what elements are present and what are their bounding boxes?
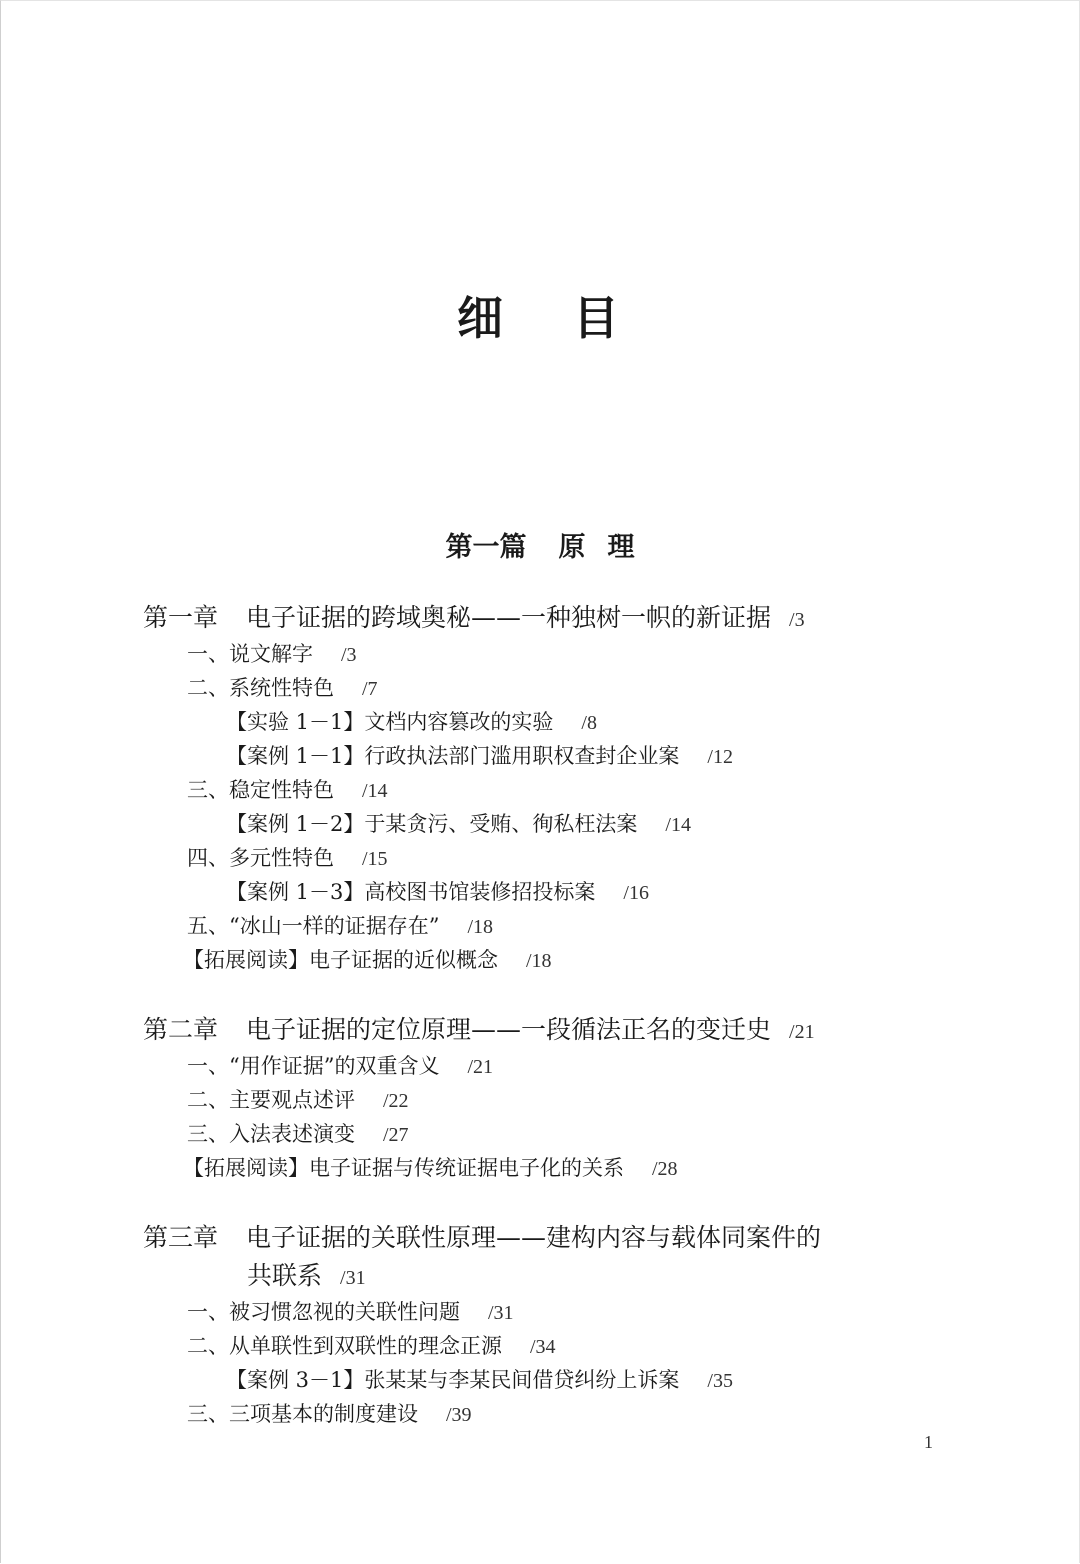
toc-entry[interactable]: 二、系统性特色 /7 [187,676,378,700]
chapter-page: /31 [340,1267,366,1289]
toc-entry[interactable]: 【拓展阅读】电子证据与传统证据电子化的关系 /28 [183,1156,678,1180]
toc-entry[interactable]: 三、三项基本的制度建设 /39 [187,1402,472,1426]
chapter-title: 电子证据的定位原理——一段循法正名的变迁史 [246,1015,772,1044]
chapter-page: /3 [789,609,805,631]
toc-entry[interactable]: 【案例 1－1】行政执法部门滥用职权查封企业案 /12 [226,744,733,768]
chapter-page: /21 [789,1021,815,1043]
chapter-title-cont: 共联系 [247,1261,323,1290]
toc-entry[interactable]: 三、入法表述演变 /27 [187,1122,409,1146]
toc-entry[interactable]: 二、从单联性到双联性的理念正源 /34 [187,1334,556,1358]
toc-entry[interactable]: 一、“用作证据”的双重含义 /21 [187,1054,494,1078]
chapter-title: 电子证据的跨域奥秘——一种独树一帜的新证据 [246,603,772,632]
toc-chapter-3[interactable]: 第三章 电子证据的关联性原理——建构内容与载体同案件的 [143,1223,822,1252]
part-title: 第一篇 原 理 [445,532,635,563]
toc-entry[interactable]: 【案例 1－2】于某贪污、受贿、徇私枉法案 /14 [226,812,691,836]
page-number: 1 [924,1432,933,1452]
toc-entry[interactable]: 五、“冰山一样的证据存在” /18 [187,914,494,938]
toc-entry[interactable]: 【拓展阅读】电子证据的近似概念 /18 [183,948,552,972]
toc-entry[interactable]: 三、稳定性特色 /14 [187,778,388,802]
toc-entry[interactable]: 【案例 1－3】高校图书馆装修招投标案 /16 [226,880,649,904]
page-title: 细 目 [457,291,623,345]
toc-chapter-3-continued[interactable] [247,1256,366,1292]
toc-chapter-2[interactable]: 第二章 电子证据的定位原理——一段循法正名的变迁史 /21 [143,1015,815,1044]
toc-entry[interactable]: 【实验 1－1】文档内容篡改的实验 /8 [226,710,597,734]
toc-entry[interactable]: 一、被习惯忽视的关联性问题 /31 [187,1300,514,1324]
toc-chapter-1[interactable]: 第一章 电子证据的跨域奥秘——一种独树一帜的新证据 /3 [143,603,805,632]
chapter-title: 电子证据的关联性原理——建构内容与载体同案件的 [246,1223,822,1252]
toc-entry[interactable]: 【案例 3－1】张某某与李某民间借贷纠纷上诉案 /35 [226,1368,733,1392]
toc-entry[interactable]: 二、主要观点述评 /22 [187,1088,409,1112]
toc-entry[interactable]: 一、说文解字 /3 [187,642,357,666]
toc-entry[interactable]: 四、多元性特色 /15 [187,846,388,870]
